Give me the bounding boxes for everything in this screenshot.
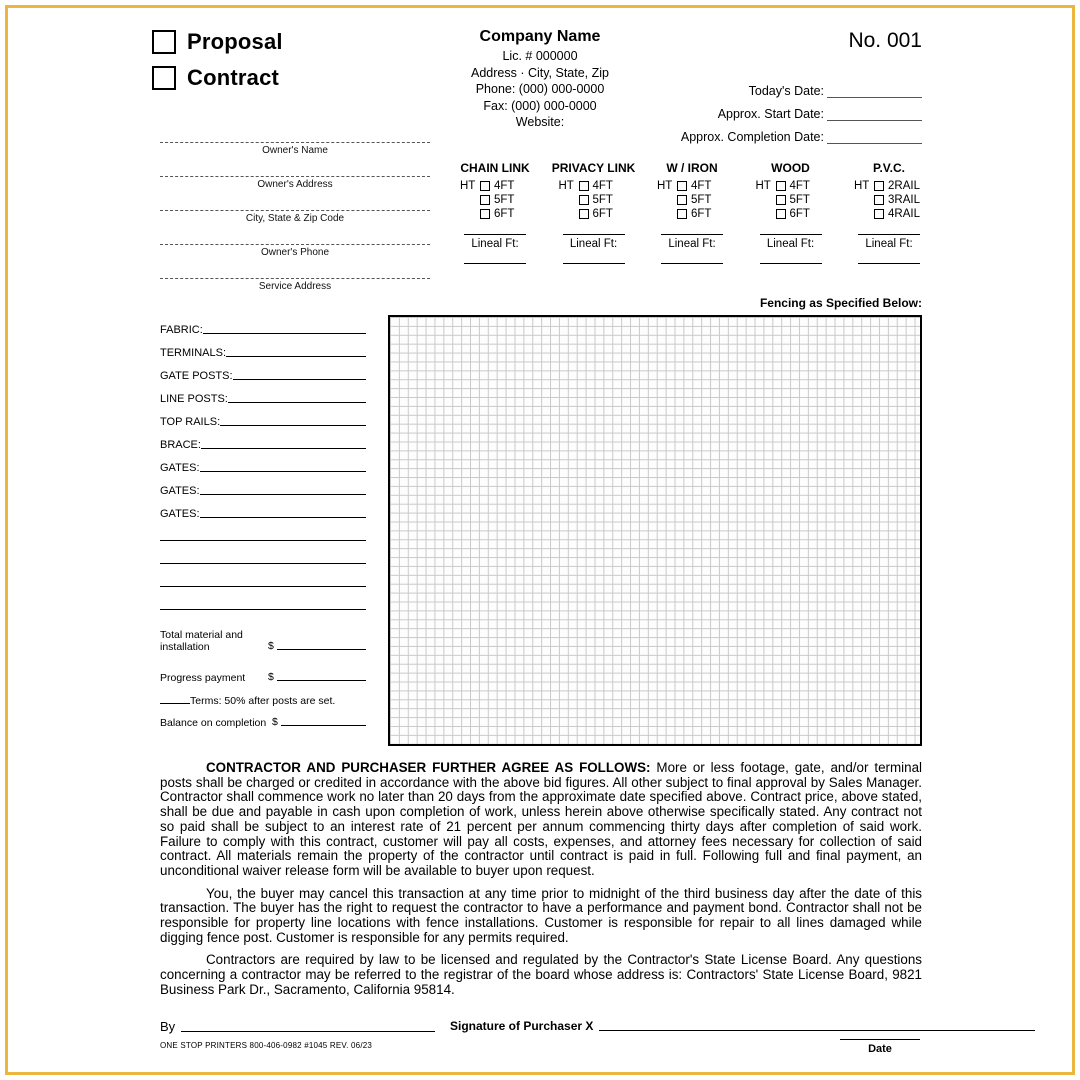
size-checkbox[interactable] <box>677 195 687 205</box>
size-label: 6FT <box>494 208 515 220</box>
quantity-line[interactable] <box>464 234 526 235</box>
owner-address-field[interactable] <box>160 164 430 177</box>
grid-caption: Fencing as Specified Below: <box>759 296 922 310</box>
ht-label: HT <box>755 180 771 192</box>
contract-row <box>152 65 283 91</box>
owner-phone-label: Owner's Phone <box>260 247 330 258</box>
terms-label: Terms: 50% after posts are set. <box>190 695 336 707</box>
document-number: No. 001 <box>848 29 922 52</box>
service-address-label: Service Address <box>258 281 332 292</box>
by-signature-field[interactable] <box>181 1031 435 1032</box>
spec-field[interactable] <box>160 563 366 564</box>
size-checkbox[interactable] <box>776 195 786 205</box>
by-row <box>160 1019 435 1034</box>
start-date-field[interactable] <box>827 107 922 121</box>
fence-column-title: W / IRON <box>666 161 718 175</box>
quantity-line[interactable] <box>661 234 723 235</box>
progress-payment-label: Progress payment <box>160 672 246 684</box>
size-label: 4FT <box>691 180 712 192</box>
lineal-ft-label: Lineal Ft: <box>668 238 716 250</box>
lineal-ft-line[interactable] <box>858 263 920 264</box>
owner-block <box>160 130 430 300</box>
size-checkbox[interactable] <box>480 209 490 219</box>
company-fax: Fax: (000) 000-0000 <box>483 98 597 113</box>
lineal-ft-label: Lineal Ft: <box>865 238 913 250</box>
size-checkbox[interactable] <box>776 209 786 219</box>
total-material-label: Total material and installation <box>160 629 243 653</box>
ht-label: HT <box>854 180 870 192</box>
balance-row <box>160 716 366 729</box>
spec-label: GATES: <box>160 508 200 520</box>
size-label: 5FT <box>789 194 810 206</box>
size-label: 6FT <box>789 208 810 220</box>
size-checkbox[interactable] <box>677 181 687 191</box>
fence-column-title: P.V.C. <box>872 161 906 175</box>
spec-row-blank <box>160 566 366 589</box>
currency-sign: $ <box>268 640 274 652</box>
size-checkbox[interactable] <box>874 209 884 219</box>
legal-paragraph-2: You, the buyer may cancel this transaction at any time prior to midnight of the third business day after the date of this transaction. The buyer has the right to request the contractor to have a performance and payment bond. Contractor shall not be responsible for property line locations with fence installations. Customer is responsible for repair to all lines damaged while digging fence post. Customer is responsible for any permits required. <box>160 885 922 945</box>
size-checkbox[interactable] <box>776 181 786 191</box>
owner-city-label: City, State & Zip Code <box>245 213 345 224</box>
ht-label: HT <box>558 180 574 192</box>
dates-block <box>662 84 922 153</box>
fence-size-row <box>746 207 836 221</box>
contract-label: Contract <box>187 65 280 90</box>
fence-size-row <box>647 193 737 207</box>
spec-row-top-rails <box>160 405 366 428</box>
fence-diagram-grid[interactable] <box>388 315 922 746</box>
fence-column-privacy-link <box>549 161 639 264</box>
lineal-ft-line[interactable] <box>760 263 822 264</box>
currency-sign: $ <box>272 716 278 728</box>
quantity-line[interactable] <box>760 234 822 235</box>
fence-size-row <box>746 179 836 193</box>
size-label: 4FT <box>494 180 515 192</box>
company-license: Lic. # 000000 <box>502 49 578 63</box>
spec-label: TERMINALS: <box>160 347 227 359</box>
ht-label: HT <box>460 180 476 192</box>
owner-address-label: Owner's Address <box>257 179 333 190</box>
fence-size-row <box>549 179 639 193</box>
spec-field[interactable] <box>200 517 366 518</box>
terms-field[interactable] <box>160 703 190 704</box>
fence-size-row <box>450 193 540 207</box>
currency-sign: $ <box>268 671 274 683</box>
owner-address-field-group <box>160 164 430 190</box>
doc-type-block <box>152 29 283 101</box>
fence-size-row <box>844 179 934 193</box>
spec-field[interactable] <box>203 333 366 334</box>
ht-label: HT <box>657 180 673 192</box>
spec-label: GATE POSTS: <box>160 370 233 382</box>
total-material-field[interactable] <box>277 649 366 650</box>
fence-column-chain-link <box>450 161 540 264</box>
company-name: Company Name <box>479 28 601 45</box>
size-label: 4FT <box>592 180 613 192</box>
spec-row-brace <box>160 428 366 451</box>
lineal-ft-label: Lineal Ft: <box>766 238 815 250</box>
spec-label: GATES: <box>160 485 200 497</box>
legal-heading: CONTRACTOR AND PURCHASER FURTHER AGREE AS FOLLOWS: <box>206 760 651 775</box>
size-label: 4RAIL <box>888 208 920 220</box>
fence-size-row <box>549 207 639 221</box>
size-checkbox[interactable] <box>874 195 884 205</box>
size-label: 6FT <box>592 208 613 220</box>
spec-field[interactable] <box>226 356 366 357</box>
lineal-ft-line[interactable] <box>563 263 625 264</box>
proposal-checkbox[interactable] <box>152 30 176 54</box>
size-label: 5FT <box>494 194 515 206</box>
legal-paragraph-3: Contractors are required by law to be licensed and regulated by the Contractor's State License Board. Any questions concerning a contractor may be referred to the registrar of the board whose address is: Contractors' State License Board, 9821 Business Park Dr., Sacramento, California 95814. <box>160 952 922 997</box>
proposal-label: Proposal <box>187 29 283 54</box>
spec-field[interactable] <box>228 402 366 403</box>
by-label: By <box>160 1019 176 1034</box>
size-label: 4FT <box>789 180 810 192</box>
date-field[interactable] <box>840 1039 920 1055</box>
total-material-row <box>160 629 366 653</box>
purchaser-signature-row <box>450 1019 1035 1033</box>
spec-label: LINE POSTS: <box>160 393 228 405</box>
spec-label: GATES: <box>160 462 200 474</box>
fence-size-row <box>450 179 540 193</box>
lineal-ft-line[interactable] <box>661 263 723 264</box>
legal-paragraph-1-body: More or less footage, gate, and/or terminal posts shall be charged or credited in accordance with the above bid figures. All other subject to final approval by Sales Manager. Contractor shall commence work no later than 20 days from the approximate date specified above. Contract price, above stated, shall be due and payable in cash upon completion of work, unless herein above otherwise specifically stated. Any contract not so paid shall be subject to an interest rate of 21 percent per annum commencing thirty days after completion of said work. Failure to comply with this contract, customer will pay all costs, expenses, and attorney fees necessary for collection of said contract. All materials remain the property of the contractor until contract is paid in full. Following full and final payment, an unconditional waiver release form will be available to buyer upon request. <box>160 760 922 878</box>
spec-row-blank <box>160 520 366 543</box>
spec-row-blank <box>160 589 366 612</box>
today-date-row <box>662 84 922 98</box>
fence-types-block <box>450 161 934 264</box>
spec-row-gates-1 <box>160 451 366 474</box>
progress-payment-field[interactable] <box>277 680 366 681</box>
lineal-ft-line[interactable] <box>464 263 526 264</box>
size-checkbox[interactable] <box>579 181 589 191</box>
quantity-line[interactable] <box>858 234 920 235</box>
spec-field[interactable] <box>160 540 366 541</box>
completion-date-field[interactable] <box>827 130 922 144</box>
fence-size-row <box>549 193 639 207</box>
start-date-row <box>662 107 922 121</box>
fence-column-title: WOOD <box>771 161 810 175</box>
spec-row-gates-2 <box>160 474 366 497</box>
fence-size-row <box>844 207 934 221</box>
owner-name-field[interactable] <box>160 130 430 143</box>
size-checkbox[interactable] <box>874 181 884 191</box>
spec-field[interactable] <box>160 586 366 587</box>
service-address-field-group <box>160 266 430 292</box>
fence-size-row <box>844 193 934 207</box>
totals-block <box>160 629 366 729</box>
quantity-line[interactable] <box>563 234 625 235</box>
spec-label: BRACE: <box>160 439 201 451</box>
today-date-field[interactable] <box>827 84 922 98</box>
spec-field[interactable] <box>201 448 366 449</box>
spec-row-gate-posts <box>160 359 366 382</box>
size-label: 3RAIL <box>888 194 920 206</box>
contract-checkbox[interactable] <box>152 66 176 90</box>
fence-column-title: PRIVACY LINK <box>551 161 636 175</box>
spec-label: FABRIC: <box>160 324 203 336</box>
spec-field[interactable] <box>160 609 366 610</box>
printer-info: ONE STOP PRINTERS 800-406-0982 #1045 REV. 06/23 <box>160 1041 373 1050</box>
progress-payment-row <box>160 671 366 684</box>
date-label: Date <box>868 1043 892 1055</box>
owner-phone-field[interactable] <box>160 232 430 245</box>
completion-date-label: Approx. Completion Date: <box>680 130 824 144</box>
spec-field[interactable] <box>200 471 366 472</box>
owner-city-field-group <box>160 198 430 224</box>
fence-size-row <box>746 193 836 207</box>
fence-size-row <box>647 179 737 193</box>
owner-phone-field-group <box>160 232 430 258</box>
company-address: Address · City, State, Zip <box>470 65 609 80</box>
lineal-ft-label: Lineal Ft: <box>569 238 618 250</box>
size-label: 6FT <box>691 208 712 220</box>
spec-row-line-posts <box>160 382 366 405</box>
fence-column-wood <box>746 161 836 264</box>
balance-field[interactable] <box>281 725 366 726</box>
terms-row <box>160 695 366 707</box>
company-phone: Phone: (000) 000-0000 <box>475 82 605 96</box>
fence-column-wrought-iron <box>647 161 737 264</box>
size-checkbox[interactable] <box>677 209 687 219</box>
size-label: 5FT <box>592 194 613 206</box>
size-checkbox[interactable] <box>579 195 589 205</box>
owner-name-label: Owner's Name <box>262 145 328 156</box>
fence-size-row <box>450 207 540 221</box>
today-date-label: Today's Date: <box>748 84 824 98</box>
size-label: 2RAIL <box>888 180 920 192</box>
spec-row-terminals <box>160 336 366 359</box>
size-label: 5FT <box>691 194 712 206</box>
purchaser-signature-label: Signature of Purchaser X <box>450 1019 594 1033</box>
legal-text <box>160 761 922 1006</box>
purchaser-signature-field[interactable] <box>599 1030 1035 1031</box>
balance-label: Balance on completion <box>160 717 267 729</box>
legal-paragraph-1 <box>160 761 922 879</box>
proposal-row <box>152 29 283 55</box>
owner-city-field[interactable] <box>160 198 430 211</box>
fence-column-pvc <box>844 161 934 264</box>
size-checkbox[interactable] <box>579 209 589 219</box>
spec-field[interactable] <box>200 494 366 495</box>
start-date-label: Approx. Start Date: <box>717 107 824 121</box>
spec-list <box>160 313 366 612</box>
owner-name-field-group <box>160 130 430 156</box>
fence-column-title: CHAIN LINK <box>460 161 530 175</box>
completion-date-row <box>662 130 922 144</box>
fence-size-row <box>647 207 737 221</box>
spec-row-fabric <box>160 313 366 336</box>
lineal-ft-label: Lineal Ft: <box>471 238 519 250</box>
spec-field[interactable] <box>233 379 366 380</box>
spec-row-gates-3 <box>160 497 366 520</box>
spec-field[interactable] <box>220 425 366 426</box>
size-checkbox[interactable] <box>480 195 490 205</box>
company-website: Website: <box>515 115 565 129</box>
size-checkbox[interactable] <box>480 181 490 191</box>
service-address-field[interactable] <box>160 266 430 279</box>
spec-label: TOP RAILS: <box>160 416 221 428</box>
spec-row-blank <box>160 543 366 566</box>
